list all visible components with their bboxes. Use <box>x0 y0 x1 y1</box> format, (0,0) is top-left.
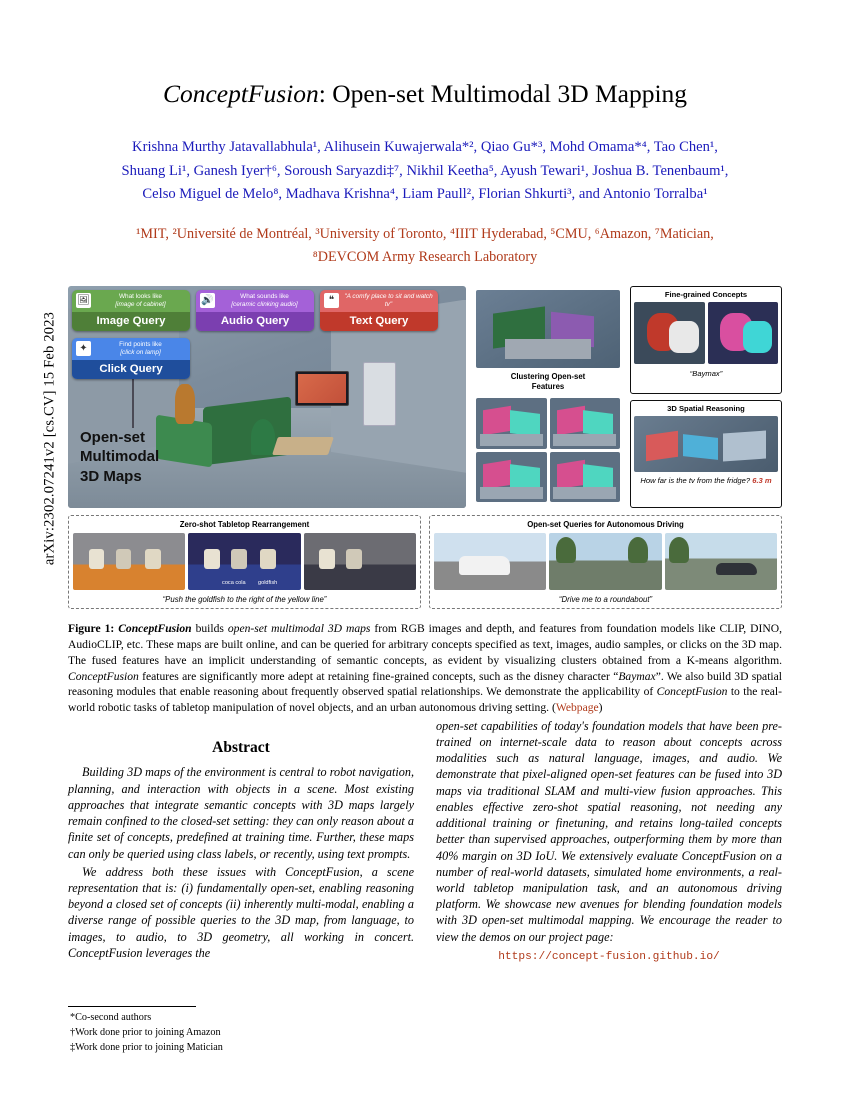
panel-driving-images <box>434 533 777 590</box>
panel-driving-caption: “Drive me to a roundabout” <box>558 595 653 605</box>
cluster-tile <box>476 452 547 503</box>
click-query-label: Click Query <box>72 360 190 379</box>
click-query-badge[interactable] <box>72 338 190 378</box>
abstract-paragraph: open-set capabilities of today's foundation models that have been pre-trained on internet-scale data to reason about concepts across modalities such as natural language, images, and audio. We demonstrate that pixel-aligned open-set features can be fused into 3D maps via traditional SLAM and multi-view fusion approaches. This enables effective zero-shot spatial reasoning, not needing any additional training or finetuning, and retains long-tailed concepts better than supervised approaches, outperforming them by more than 40% margin on 3D IoU. We extensively evaluate ConceptFusion on a number of real-world datasets, simulated home environments, a real-world tabletop manipulation task, and an autonomous driving platform. We showcase new avenues for blending foundation models with 3D open-set multimodal mapping. We encourage the reader to view the demos on our project page: <box>436 718 782 944</box>
text-query-caption-italic: "A comfy place to sit and watch tv" <box>344 293 433 309</box>
audio-query-badge[interactable] <box>196 290 314 330</box>
affiliation-line-1: ¹MIT, ²Université de Montréal, ³University of Toronto, ⁴IIIT Hyderabad, ⁵CMU, ⁶Amazon, ⁷Matician, <box>136 225 714 242</box>
image-icon: 🖼 <box>77 295 90 307</box>
panel-spatial-answer: 6.3 m <box>752 476 772 486</box>
overlay-title-line-2: Multimodal <box>80 448 160 466</box>
scene-plant <box>251 419 275 455</box>
title-rest: : Open-set Multimodal 3D Mapping <box>318 79 688 108</box>
webpage-link[interactable]: Webpage <box>555 701 599 715</box>
figure-caption-italic-3: Baymax <box>618 669 656 683</box>
abstract-paragraph: We address both these issues with ConceptFusion, a scene representation that is: (i) fundamentally open-set, enabling reasoning beyond a closed set of concepts (ii) inherently multi-modal, enabling a diverse range of possible queries to the 3D map, from language, to images, to audio, to 3D geometry, all working in concert. ConceptFusion leverages the <box>68 864 414 960</box>
panel-autonomous-driving <box>429 515 782 609</box>
tabletop-image <box>73 533 185 590</box>
panel-tabletop-caption: “Push the goldfish to the right of the yellow line” <box>162 595 327 605</box>
author-line-1: Krishna Murthy Jatavallabhula¹, Alihusein Kuwajerwala*², Qiao Gu*³, Mohd Omama*⁴, Tao Chen¹, <box>132 138 718 155</box>
footnote-rule <box>68 1006 196 1007</box>
affiliation-list <box>68 223 782 268</box>
abstract-heading: Abstract <box>212 738 270 756</box>
figure-caption-text-4: ”. We also build 3D spatial reasoning modules that enable reasoning about frequently observed spatial relationships. We demonstrate the applicability of <box>68 669 782 699</box>
footnote-item: ‡Work done prior to joining Matician <box>70 1042 223 1054</box>
panel-fine-grained-concepts <box>630 286 782 394</box>
audio-query-caption-text: What sounds like <box>240 293 289 301</box>
project-url[interactable]: https://concept-fusion.github.io/ <box>498 950 720 963</box>
project-page-line <box>436 947 782 965</box>
driving-image <box>434 533 546 590</box>
panel-spatial-title: 3D Spatial Reasoning <box>667 404 745 414</box>
figure-bottom-row <box>68 515 782 609</box>
audio-query-caption-italic: [ceramic clinking audio] <box>231 301 298 309</box>
tabletop-object-label: coca cola <box>222 579 246 586</box>
scene-tv <box>295 371 349 406</box>
panel-fine-grained-title: Fine-grained Concepts <box>664 290 748 300</box>
figure-caption-text-3: features are significantly more adept at retaining fine-grained concepts, such as the disney character “ <box>138 669 619 683</box>
abstract-left-column <box>68 718 414 965</box>
clustering-caption-line-1: Clustering Open-set <box>510 372 586 382</box>
speaker-icon: 🔊 <box>201 295 214 307</box>
text-query-label: Text Query <box>320 312 438 331</box>
figure-right-column <box>630 286 782 508</box>
text-query-badge[interactable] <box>320 290 438 330</box>
author-line-2: Shuang Li¹, Ganesh Iyer†⁶, Soroush Saryazdi‡⁷, Nikhil Keetha⁵, Ayush Tewari¹, Joshua B. Tenenbaum¹, <box>121 162 729 179</box>
author-list <box>68 136 782 207</box>
image-query-label: Image Query <box>72 312 190 331</box>
tabletop-object-label: goldfish <box>257 579 278 586</box>
title-emph: ConceptFusion <box>162 79 319 108</box>
figure-caption-name: ConceptFusion <box>118 622 192 636</box>
tabletop-image-robot <box>304 533 416 590</box>
scene-table <box>272 437 333 455</box>
scene-3d-render <box>68 286 466 508</box>
panel-driving-title: Open-set Queries for Autonomous Driving <box>527 520 684 530</box>
spatial-reasoning-image <box>634 416 778 472</box>
figure-top-row <box>68 286 782 508</box>
image-query-badge[interactable] <box>72 290 190 330</box>
clustering-caption <box>478 372 618 392</box>
panel-spatial-question: How far is the tv from the fridge? <box>640 476 751 486</box>
footnote-item: *Co-second authors <box>70 1012 152 1024</box>
abstract-right-column <box>436 718 782 965</box>
figure-caption-label: Figure 1: <box>68 622 115 636</box>
figure-1 <box>68 286 782 609</box>
clustering-column <box>472 286 624 508</box>
figure-caption-text-5: to the real-world robotic tasks of tabletop manipulation of novel objects, and an urban autonomous driving setting. ( <box>68 685 782 715</box>
panel-tabletop-title: Zero-shot Tabletop Rearrangement <box>179 520 310 530</box>
abstract-columns <box>68 718 782 965</box>
cluster-tile <box>550 452 621 503</box>
figure-caption-text-2: from RGB images and depth, and features from foundation models like CLIP, DINO, AudioCLIP, etc. These maps are built online, and can be queried for arbitrary concepts specified as text, images, audio samples, or clicks on the 3D map. The fused features have an implicit understanding of semantic concepts, as evident by visualizing clusters obtained from a K-means algorithm. <box>68 622 782 667</box>
affiliation-line-2: ⁸DEVCOM Army Research Laboratory <box>312 248 538 265</box>
overlay-title-line-1: Open-set <box>80 428 146 446</box>
arxiv-stamp: arXiv:2302.07241v2 [cs.CV] 15 Feb 2023 <box>41 311 58 566</box>
baymax-rgb-image <box>634 302 705 364</box>
footnotes <box>68 1006 414 1056</box>
panel-fine-grained-images <box>634 302 778 364</box>
cluster-tile <box>476 398 547 449</box>
scene-fridge <box>363 362 397 426</box>
driving-image <box>665 533 777 590</box>
clustering-main-image <box>476 290 620 368</box>
scene-tv-screen <box>298 374 346 403</box>
figure-caption-italic-1: open-set multimodal 3D maps <box>227 622 371 636</box>
driving-image <box>549 533 661 590</box>
footnote-item: †Work done prior to joining Amazon <box>70 1027 221 1039</box>
author-line-3: Celso Miguel de Melo⁸, Madhava Krishna⁴, Liam Paull², Florian Shkurti³, and Antonio Torralba¹ <box>142 186 708 203</box>
panel-3d-spatial-reasoning <box>630 400 782 508</box>
cluster-segment <box>505 339 591 359</box>
figure-overlay-title <box>80 428 159 487</box>
figure-caption-italic-4: ConceptFusion <box>656 685 728 699</box>
clustering-grid <box>476 398 620 502</box>
figure-caption-text-1: builds <box>191 622 228 636</box>
baymax-segmentation-image <box>708 302 779 364</box>
overlay-title-line-3: 3D Maps <box>80 467 142 485</box>
figure-caption-text-6: ) <box>598 701 603 715</box>
panel-tabletop-images <box>73 533 416 590</box>
panel-spatial-caption <box>634 476 778 486</box>
click-query-caption-italic: [click on lamp] <box>120 349 161 357</box>
page-title <box>68 78 782 110</box>
cursor-icon: ✦ <box>76 341 91 356</box>
image-query-caption-text: What looks like <box>119 293 162 301</box>
image-query-caption-italic: [image of cabinet] <box>115 301 166 309</box>
panel-tabletop-rearrangement <box>68 515 421 609</box>
figure-caption <box>68 621 782 716</box>
cluster-tile <box>550 398 621 449</box>
figure-caption-italic-2: ConceptFusion <box>68 669 139 683</box>
quote-icon: ❝ <box>324 293 339 308</box>
panel-fine-grained-caption: “Baymax” <box>689 369 723 379</box>
audio-query-label: Audio Query <box>196 312 314 331</box>
abstract-paragraph: Building 3D maps of the environment is central to robot navigation, planning, and interaction with objects in a scene. Most existing approaches that integrate semantic concepts with 3D maps largely remain confined to the closed-set setting: they can only reason about a finite set of concepts, predefined at training time. Further, these maps can only be queried using class labels, or recently, using text prompts. <box>68 765 414 861</box>
scene-person <box>175 384 195 424</box>
tabletop-image-labeled <box>188 533 300 590</box>
paper-content <box>68 60 782 965</box>
click-query-caption-text: Find points like <box>119 341 162 349</box>
clustering-caption-line-2: Features <box>531 382 565 392</box>
